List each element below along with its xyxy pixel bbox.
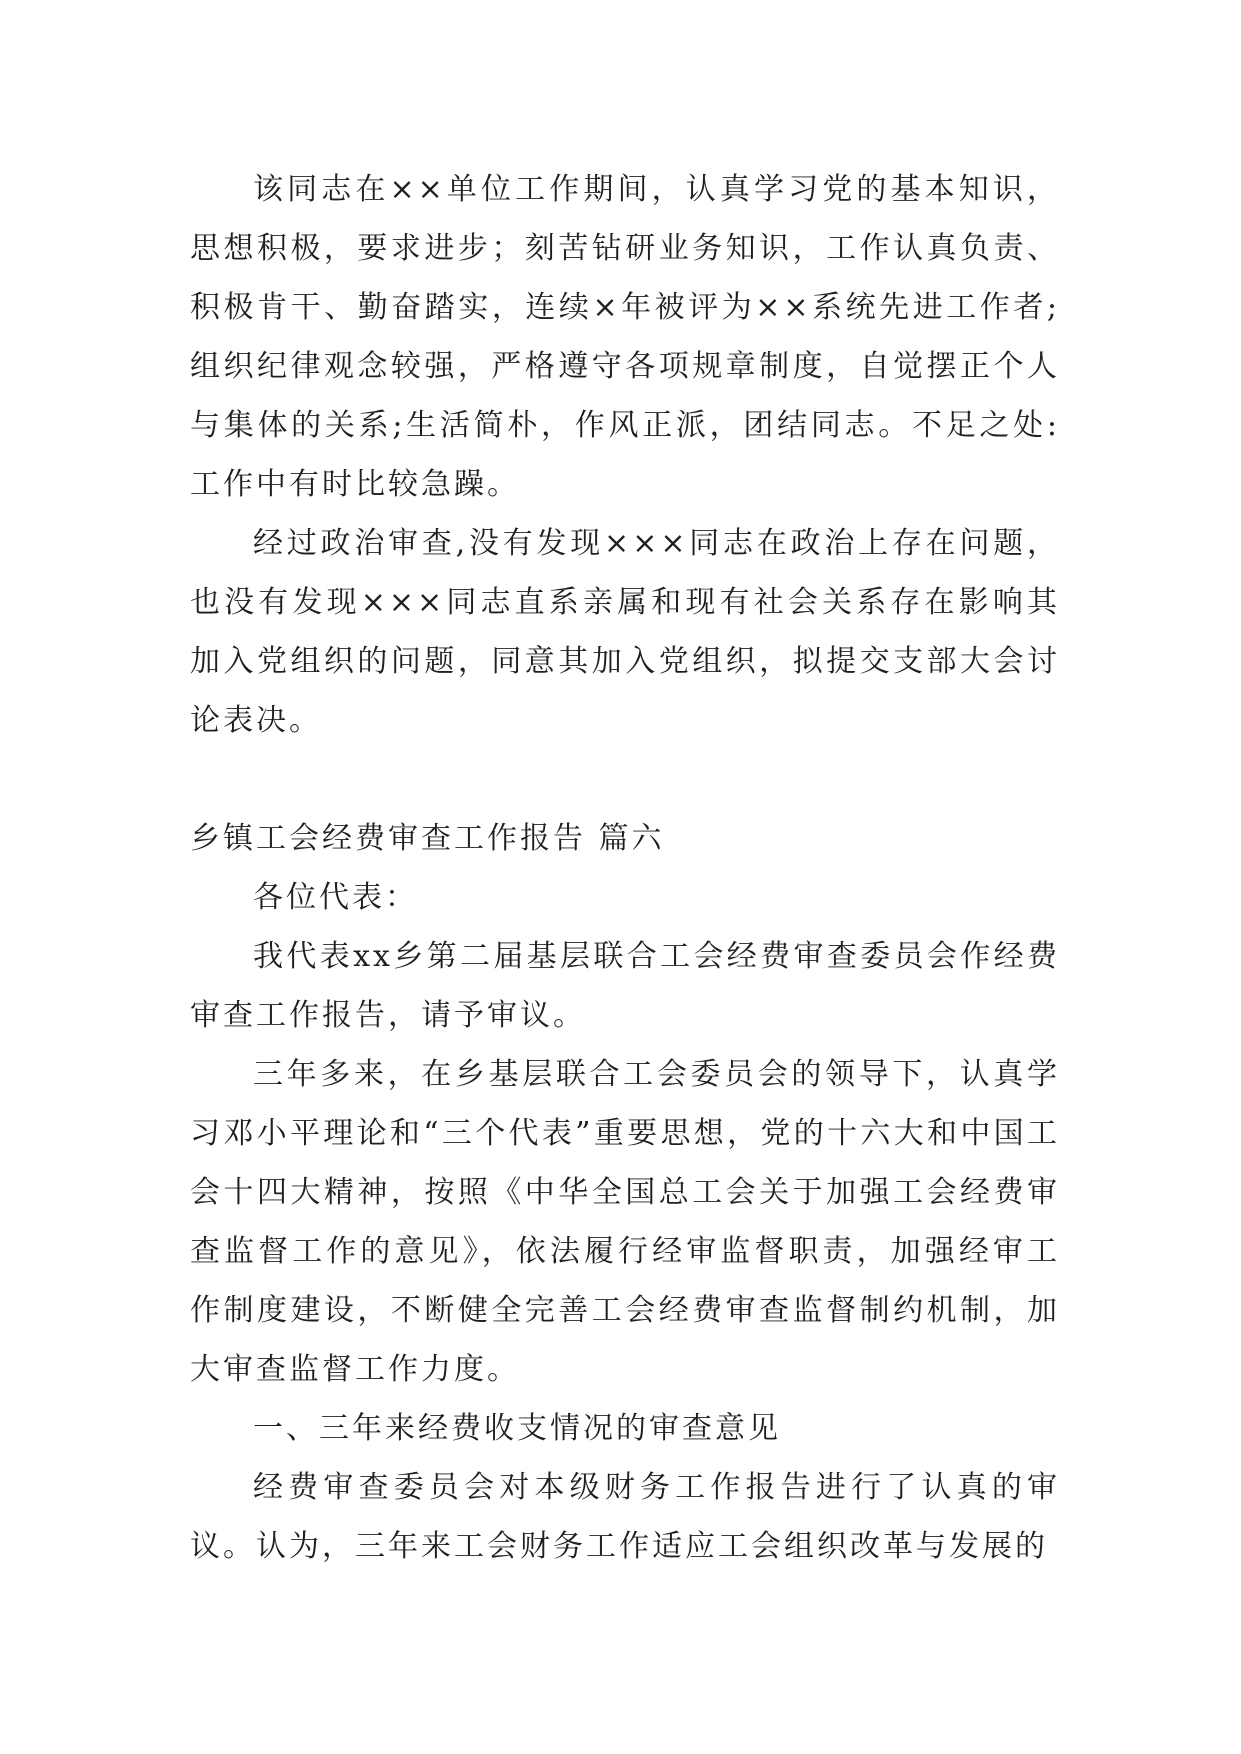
section-heading: 乡镇工会经费审查工作报告 篇六: [190, 821, 665, 856]
paragraph-evaluation: 该同志在××单位工作期间，认真学习党的基本知识，思想积极，要求进步；刻苦钻研业务知识，工作认真负责、积极肯干、勤奋踏实，连续×年被评为××系统先进工作者;组织纪律观念较强，严格遵守各项规章制度，自觉摆正个人与集体的关系;生活简朴，作风正派，团结同志。不足之处:工作中有时比较急躁。: [190, 172, 1060, 502]
paragraph-subheading-one: 一、三年来经费收支情况的审查意见: [253, 1411, 781, 1446]
paragraph-salutation: 各位代表：: [253, 880, 418, 915]
paragraph-report-intro: 我代表xx乡第二届基层联合工会经费审查委员会作经费审查工作报告，请予审议。: [190, 939, 1060, 1033]
paragraph-three-years: 三年多来，在乡基层联合工会委员会的领导下，认真学习邓小平理论和“三个代表”重要思想，党的十六大和中国工会十四大精神，按照《中华全国总工会关于加强工会经费审查监督工作的意见》，依法履行经审监督职责，加强经审工作制度建设，不断健全完善工会经费审查监督制约机制，加大审查监督工作力度。: [190, 1057, 1060, 1387]
paragraph-political-review: 经过政治审查,没有发现×××同志在政治上存在问题，也没有发现×××同志直系亲属和现有社会关系存在影响其加入党组织的问题，同意其加入党组织，拟提交支部大会讨论表决。: [190, 526, 1060, 738]
document-body: [190, 160, 1060, 1576]
paragraph-review-opinion: 经费审查委员会对本级财务工作报告进行了认真的审议。认为，三年来工会财务工作适应工会组织改革与发展的: [190, 1470, 1060, 1564]
